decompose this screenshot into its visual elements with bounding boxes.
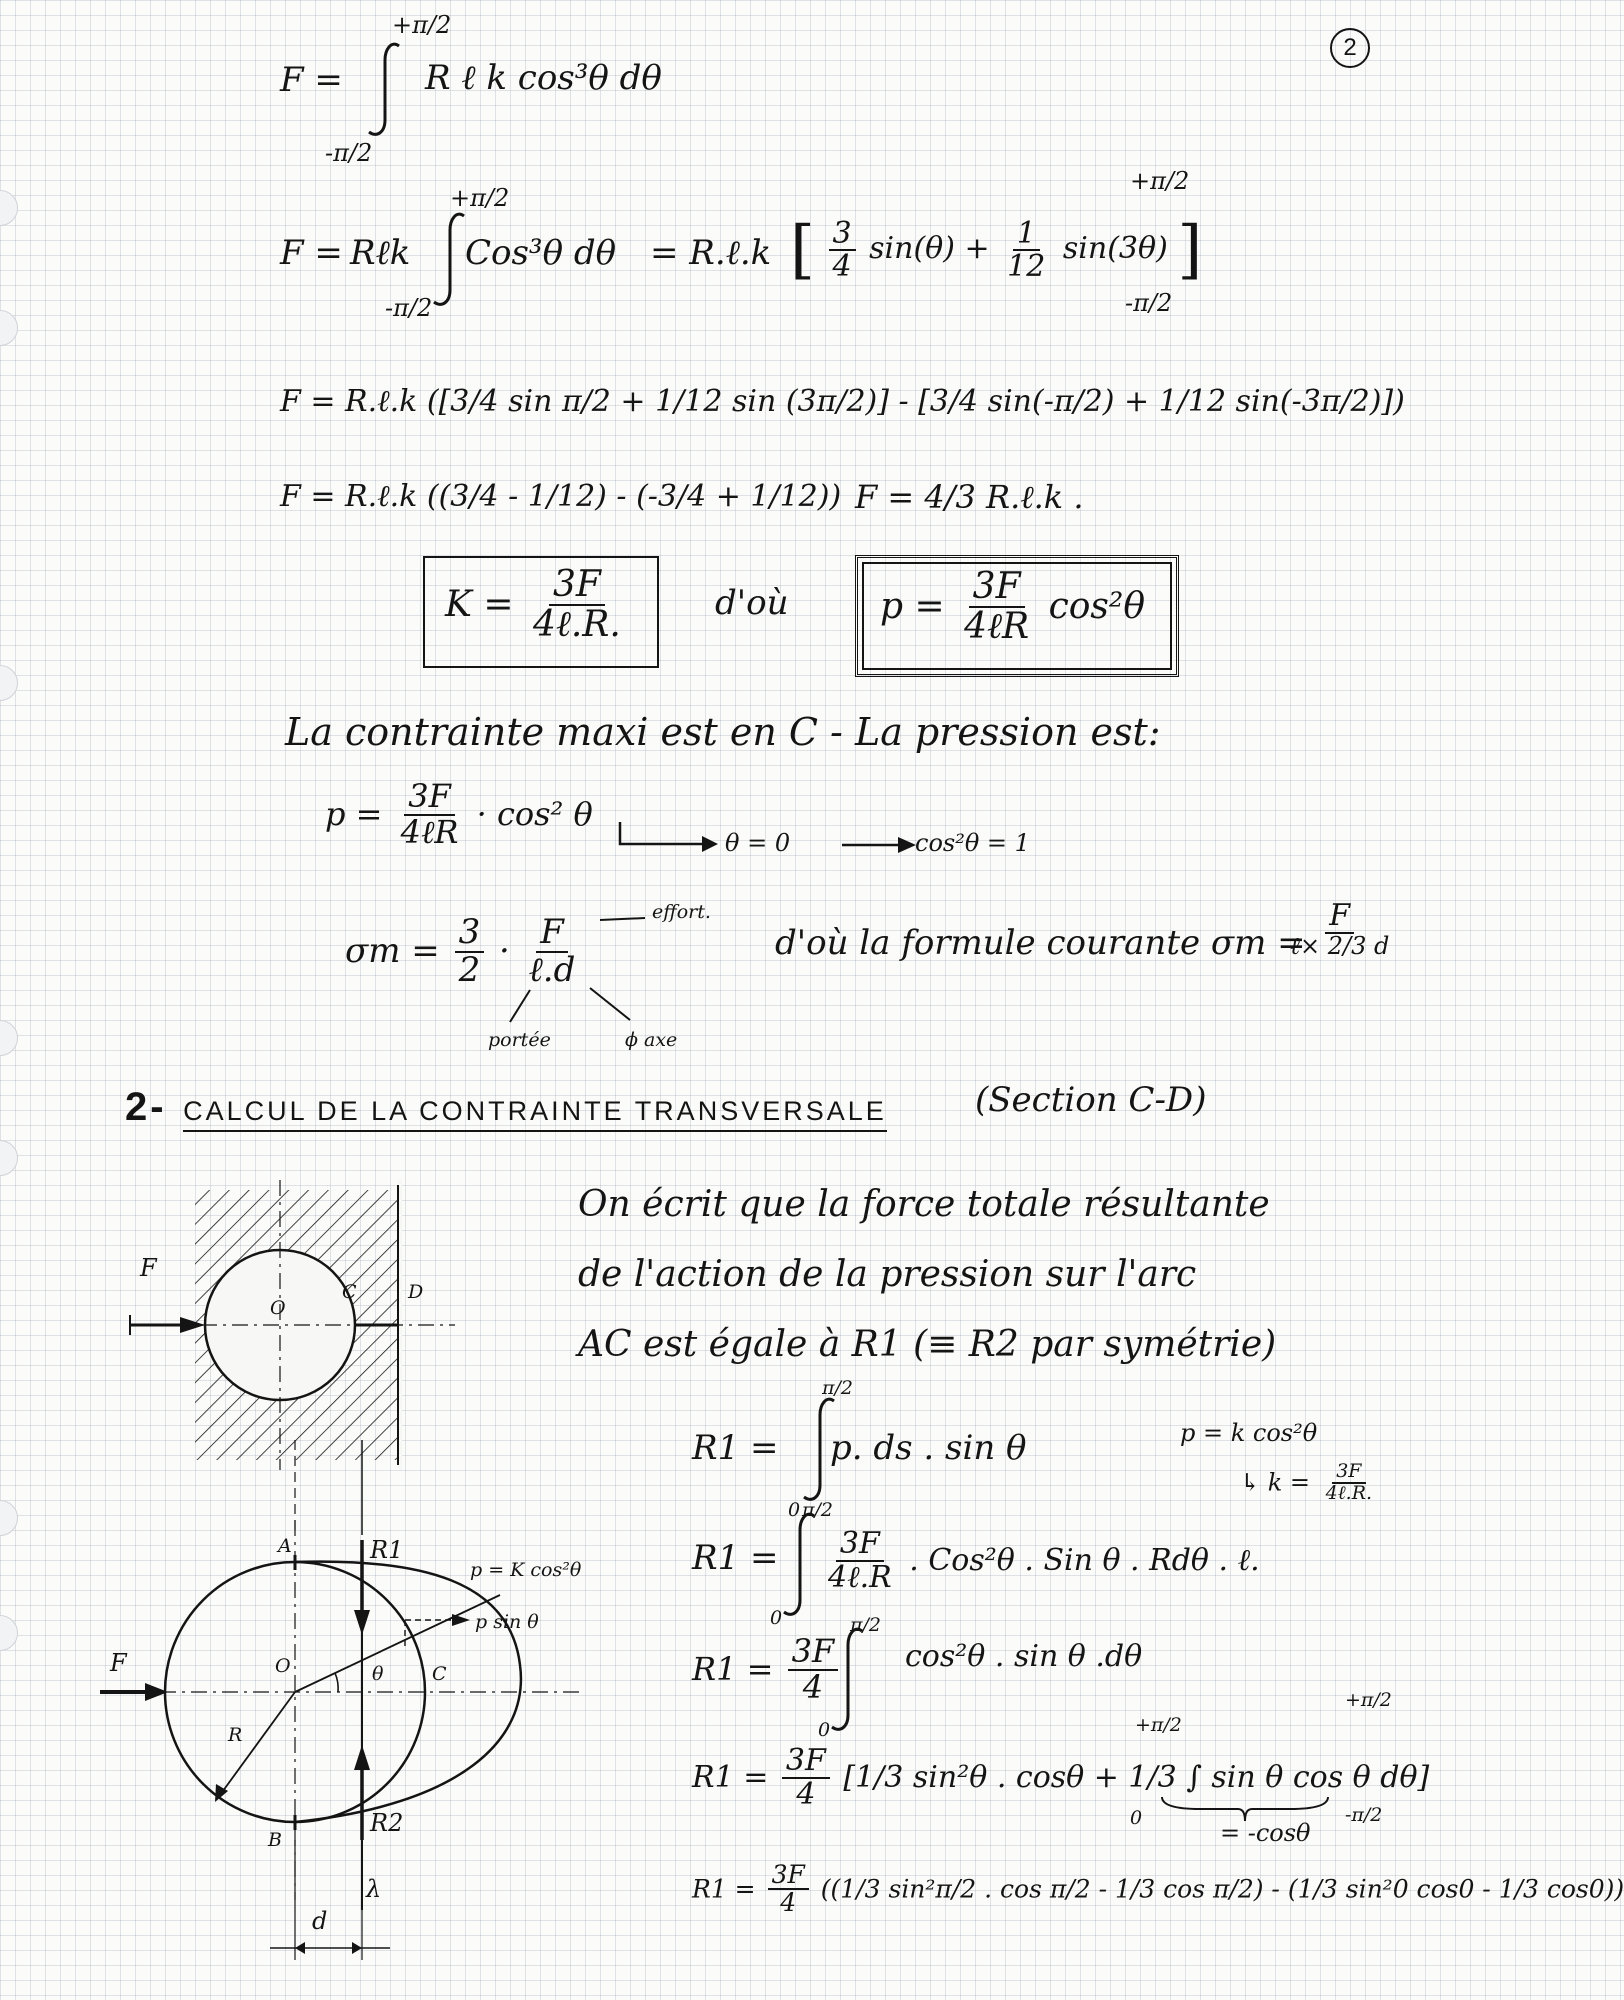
r1-3-num: 3F [788, 1635, 839, 1671]
eq-theta-left: θ = 0 [725, 829, 791, 857]
punch-hole [0, 1500, 18, 1536]
fig2-lambda: λ [366, 1875, 382, 1903]
r1-4-text: [1/3 sin²θ . cosθ + 1/3 ∫ sin θ cos θ dθ] [843, 1760, 1430, 1795]
r1-3-den: 4 [802, 1667, 824, 1706]
figure-2 [100, 1440, 600, 1970]
r1-4-num: 3F [782, 1745, 830, 1779]
eq-sigma-line: σm = $\frac{3}{2}$ · $\frac{F}{\text{ℓ.d}}$ [345, 915, 583, 988]
punch-hole [0, 310, 18, 346]
r1-3-upper: π/2 [850, 1614, 881, 1636]
page-number-text: 2 [1343, 34, 1357, 61]
eq2-pre: Rℓk [350, 233, 411, 273]
box-k-den: 4ℓ.R. [532, 603, 621, 645]
sigma-annotation-lines [480, 900, 680, 1040]
eq2-lim-lower: -π/2 [1125, 289, 1173, 317]
r1-1-upper: π/2 [822, 1377, 853, 1399]
r1-4-lhs: R1 = [692, 1760, 769, 1795]
eq-sigma-fnum: F [536, 915, 568, 953]
eq2-coef1-den: 4 [832, 249, 852, 285]
para-line-1: On écrit que la force totale résultante [578, 1184, 1270, 1225]
r1-5-lhs: R1 = [692, 1874, 756, 1904]
r1-2-body: . Cos²θ . Sin θ . Rdθ . ℓ. [909, 1543, 1260, 1578]
r1-1-lower: 0 [788, 1499, 801, 1521]
eq2-coef2-num: 1 [1013, 218, 1040, 252]
punch-hole [0, 190, 18, 226]
eq2-term1: sin(θ) + [869, 231, 990, 267]
fig1-D: D [408, 1281, 424, 1303]
section2-number: 2- [125, 1085, 167, 1129]
note-effort: effort. [652, 901, 711, 923]
fig2-B: B [268, 1829, 282, 1851]
r1-2-num: 3F [836, 1528, 884, 1562]
arrow-cos [840, 830, 920, 860]
eq1-body: R ℓ k cos³θ dθ [425, 58, 662, 98]
figure-1 [120, 1180, 480, 1470]
sigma-common-num: F [1325, 900, 1354, 934]
r1-5-text: ((1/3 sin²π/2 . cos π/2 - 1/3 cos π/2) - (1/3 sin²0 cos0 - 1/3 cos0)) [820, 1874, 1624, 1904]
r1-1-lhs: R1 = [692, 1428, 779, 1468]
r1-1-side2-lhs: k = [1267, 1468, 1311, 1497]
eq2-lhs: F = [280, 233, 343, 273]
eq4-result: F = 4/3 R.ℓ.k . [855, 478, 1084, 516]
r1-2-content [820, 1528, 1260, 1593]
eq-p-num: 3F [404, 780, 455, 816]
r1-4-inner-lower: 0 [1130, 1807, 1143, 1829]
note-axe: ϕ axe [625, 1029, 678, 1051]
eq2-bracket-expr: [ $\frac{3}{4}$ sin(θ) + $\frac{1}{12}$ sin(3θ) ] [790, 213, 1203, 287]
punch-hole [0, 1615, 18, 1651]
eq-sigma-cnum: 3 [455, 915, 485, 953]
page-number [1330, 28, 1370, 68]
box-p-tail: cos²θ [1048, 586, 1145, 627]
punch-hole [0, 1140, 18, 1176]
r1-3-body: cos²θ . sin θ .dθ [905, 1639, 1143, 1674]
para-line-2: de l'action de la pression sur l'arc [578, 1254, 1197, 1295]
r1-3-lhs: R1 = [692, 1650, 774, 1688]
eq2-mid: = R.ℓ.k [650, 233, 772, 273]
r1-1-side2-num: 3F [1332, 1462, 1365, 1484]
eq2-body: Cos³θ dθ [465, 233, 617, 273]
fig2-psin: p sin θ [475, 1611, 539, 1633]
sigma-common-den: ℓ× 2/3 d [1290, 931, 1390, 960]
integral-sign [430, 210, 470, 310]
fig2-F: F [110, 1649, 127, 1677]
para-line-3: AC est égale à R1 (≡ R2 par symétrie) [578, 1324, 1277, 1365]
note-portee: portée [488, 1029, 551, 1051]
box-p-lhs: p = [880, 586, 945, 627]
box-p-content [880, 568, 1145, 646]
punch-hole [0, 665, 18, 701]
integral-sign [365, 40, 405, 140]
box-k-num: 3F [549, 566, 605, 606]
eq4: F = R.ℓ.k ((3/4 - 1/12) - (-3/4 + 1/12)) [280, 479, 842, 514]
integral-sign [828, 1625, 868, 1735]
r1-1-side1: p = k cos²θ [1180, 1419, 1318, 1447]
eq-sigma-lhs: σm = [345, 930, 440, 971]
r1-5-num: 3F [768, 1862, 809, 1890]
eq-p-den: 4ℓR [400, 812, 459, 851]
r1-2-lhs: R1 = [692, 1538, 779, 1578]
integral-sign [780, 1510, 820, 1620]
r1-4-upper: +π/2 [1345, 1689, 1392, 1711]
eq-p-tail: · cos² θ [476, 795, 593, 833]
r1-5-content [692, 1862, 1624, 1917]
box-k-content [445, 566, 629, 644]
punch-hole [0, 1020, 18, 1056]
r1-4-brace-note: = -cosθ [1220, 1819, 1311, 1847]
eq-sigma-cden: 2 [458, 949, 481, 990]
box-p-den: 4ℓR [964, 605, 1030, 647]
eq3: F = R.ℓ.k ([3/4 sin π/2 + 1/12 sin (3π/2)] - [3/4 sin(-π/2) + 1/12 sin(-3π/2)]) [280, 384, 1405, 419]
eq2-term2: sin(3θ) [1062, 231, 1168, 267]
r1-1-side2-den: 4ℓ.R. [1325, 1481, 1373, 1504]
eq2-lim-upper: +π/2 [1130, 167, 1190, 195]
fig2-d: d [312, 1907, 328, 1935]
eq1-upper: +π/2 [392, 11, 452, 39]
fig2-theta: θ [372, 1663, 384, 1685]
fig2-C: C [432, 1663, 447, 1685]
fig2-A: A [278, 1535, 292, 1557]
fig2-p-label: p = K cos²θ [470, 1559, 582, 1581]
section2-heading [125, 1085, 887, 1130]
fig1-C: C [342, 1281, 357, 1303]
r1-2-upper: π/2 [802, 1499, 833, 1521]
eq-theta-right: cos²θ = 1 [915, 829, 1030, 857]
section2-title: CALCUL DE LA CONTRAINTE TRANSVERSALE [183, 1096, 887, 1132]
eq1-lower: -π/2 [325, 139, 373, 167]
eq2-coef2-den: 12 [1007, 249, 1046, 285]
arrow-theta [618, 820, 728, 860]
r1-4-den: 4 [796, 1776, 816, 1812]
word-dou: d'où [715, 583, 789, 623]
fig2-R2: R2 [370, 1809, 404, 1837]
r1-5-den: 4 [780, 1888, 797, 1918]
eq2-coef1-num: 3 [829, 218, 856, 252]
r1-3-lower: 0 [818, 1719, 831, 1741]
sentence-common-formula: d'où la formule courante σm = [775, 923, 1306, 963]
fig2-O: O [275, 1655, 291, 1677]
eq2-lower: -π/2 [385, 294, 433, 322]
fig2-R: R [228, 1724, 243, 1746]
eq-sigma-fden: ℓ.d [528, 949, 576, 990]
sigma-common-frac [1282, 900, 1397, 959]
box-k-lhs: K = [445, 584, 514, 625]
section2-subtitle: (Section C-D) [975, 1080, 1207, 1120]
box-p-num: 3F [969, 568, 1025, 608]
r1-4-lower: -π/2 [1345, 1804, 1383, 1826]
r1-2-den: 4ℓ.R [828, 1559, 892, 1595]
eq-p-lhs: p = [325, 795, 383, 833]
r1-4-inner-upper: +π/2 [1135, 1714, 1182, 1736]
eq1-lhs: F = [280, 60, 343, 100]
r1-2-lower: 0 [770, 1607, 783, 1629]
fig2-R1: R1 [370, 1536, 404, 1564]
sentence-max-stress: La contrainte maxi est en C - La pression est: [285, 710, 1161, 754]
r1-3-content [692, 1632, 842, 1706]
fig1-O: O [270, 1297, 286, 1319]
eq-p-line [325, 777, 593, 851]
r1-1-body: p. ds . sin θ [830, 1428, 1027, 1468]
r1-1-side2: ↳ k = $\frac{3F}{\text{4ℓ.R.}}$ [1240, 1462, 1380, 1504]
fig1-F: F [140, 1254, 157, 1282]
eq2-upper: +π/2 [450, 184, 510, 212]
